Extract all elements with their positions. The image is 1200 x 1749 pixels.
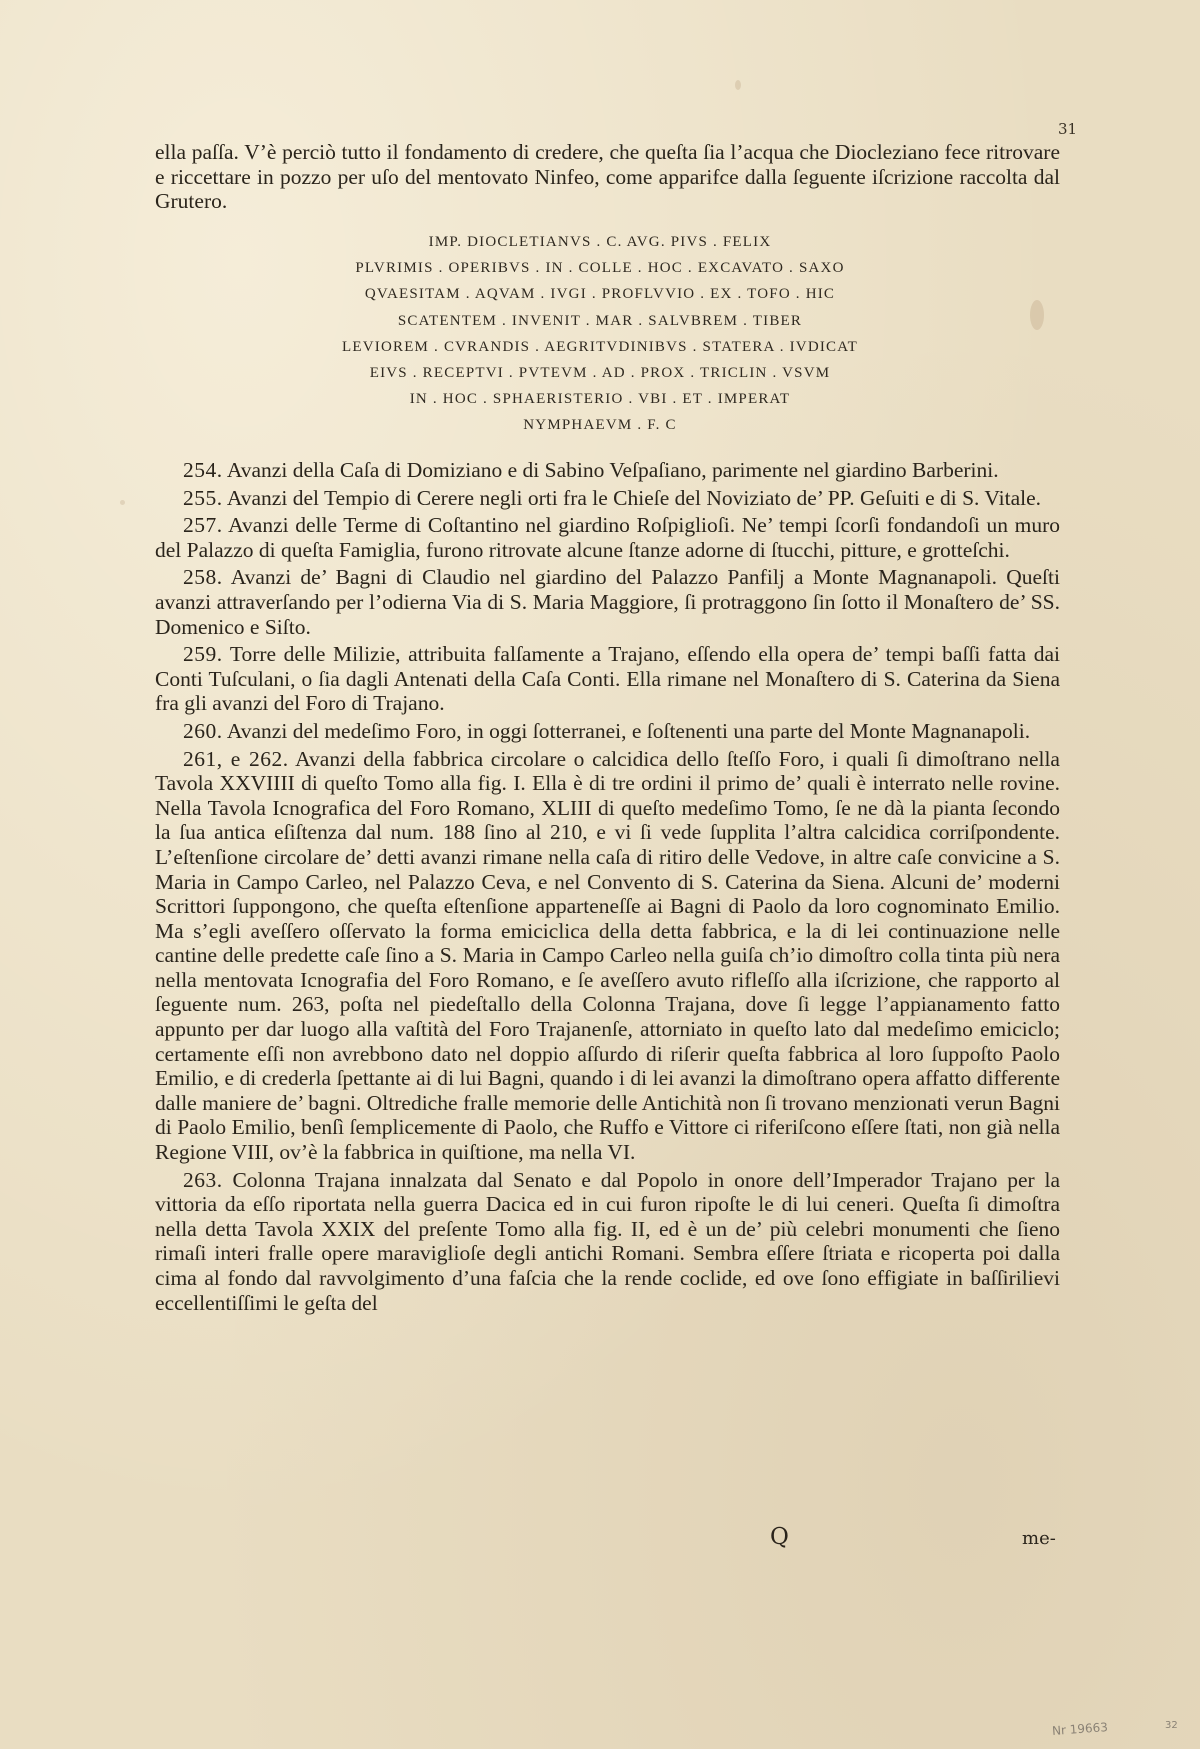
entry-254 [155, 458, 1060, 483]
entry-255 [155, 486, 1060, 511]
entry-text: Avanzi de’ Bagni di Claudio nel giardino del Palazzo Panfilj a Monte Magnanapoli. Queſti avanzi attraverſando per l’odierna Via di S. Maria Maggiore, ſi protraggono ſin ſotto il Monaſtero de’ SS. Domenico e Siſto. [155, 565, 1060, 639]
pencil-inventory-note: Nr 19663 [1051, 1720, 1109, 1738]
entry-263 [155, 1168, 1060, 1316]
entry-261-262 [155, 747, 1060, 1165]
inscription-line: IMP. DIOCLETIANVS . C. AVG. PIVS . FELIX [428, 234, 772, 250]
entry-text: Colonna Trajana innalzata dal Senato e dal Popolo in onore dell’Imperador Trajano per la vittoria da eſſo riportata nella guerra Dacica ed in cui furon ripoſte le di lui ceneri. Queſta ſi dimoſtra nella detta Tavola XXIX del preſente Tomo alla fig. II, ed è un de’ più celebri monumenti che ſieno rimaſi interi fralle opere maraviglioſe degli antichi Romani. Sembra eſſere ſtriata e ricoperta poi dalla cima al fondo dal ravvolgimento d’una faſcia che la rende coclide, ed ove ſono effigiate in baſſirilievi eccellentiſſimi le geſta del [155, 1167, 1061, 1315]
intro-text: ella paſſa. V’è perciò tutto il fondamento di credere, che queſta ſia l’acqua che Diocleziano fece ritrovare e riccettare in pozzo per uſo del mentovato Ninfeo, come apparifce dalla ſeguente iſcrizione raccolta dal Grutero. [155, 140, 1060, 214]
entry-number: 261, e 262. [183, 746, 289, 771]
catchword: me- [1022, 1528, 1056, 1549]
inscription-line: SCATENTEM . INVENIT . MAR . SALVBREM . TIBER [397, 312, 803, 329]
inscription-line: QVAESITAM . AQVAM . IVGI . PROFLVVIO . EX . TOFO . HIC [364, 286, 836, 303]
inscription-line: NYMPHAEVM . F. C [523, 417, 677, 434]
entry-number: 263. [183, 1167, 223, 1192]
entry-number: 259. [183, 642, 223, 667]
entry-number: 260. [183, 718, 223, 743]
inscription-line: EIVS . RECEPTVI . PVTEVM . AD . PROX . TRICLIN . VSVM [369, 365, 831, 382]
paper-stain [1030, 300, 1044, 330]
paper-stain [120, 500, 125, 505]
intro-paragraph [155, 140, 1060, 214]
entry-text: Avanzi del Tempio di Cerere negli orti fra le Chieſe del Noviziato de’ PP. Geſuiti e di S. Vitale. [226, 485, 1042, 510]
entry-257 [155, 513, 1060, 562]
entry-number: 258. [183, 565, 223, 590]
entry-number: 255. [183, 485, 223, 510]
entry-text: Avanzi del medeſimo Foro, in oggi ſotterranei, e ſoſtenenti una parte del Monte Magnanapoli. [226, 718, 1031, 743]
entry-text: Avanzi della fabbrica circolare o calcidica dello ſteſſo Foro, i quali ſi dimoſtrano nella Tavola XXVIIII di queſto Tomo alla fig. I. Ella è di tre ordini il primo de’ quali è interrato nelle rovine. Nella Tavola Icnografica del Foro Romano, XLIII di queſto medeſimo Tomo, ſe ne dà la pianta ſecondo la ſua antica eſiſtenza dal num. 188 ſino al 210, e vi ſi vede ſupplita l’altra calcidica corriſpondente. L’eſtenſione circolare de’ detti avanzi rimane nella caſa di ritiro delle Vedove, in altre caſe convicine a S. Maria in Campo Carleo, nel Palazzo Ceva, e nel Convento di S. Caterina da Siena. Alcuni de’ moderni Scrittori ſuppongono, che queſta eſtenſione apparteneſſe ai Bagni di Paolo da loro cognominato Emilio. Ma s’egli aveſſero oſſervato la forma emiciclica della detta fabbrica, e la di lei continuazione nelle cantine delle predette caſe ſino a S. Maria in Campo Carleo nella guiſa ch’io dimoſtro colla tinta più nera nella mentovata Icnografia del Foro Romano, e ſe aveſſero avuto rifleſſo alla iſcrizione, che rapporto al ſeguente num. 263, poſta nel piedeſtallo della Colonna Trajana, dove ſi legge l’appianamento fatto appunto per dar luogo alla vaſtità del Foro Trajanenſe, attorniato in queſto lato dal medeſimo emiciclo; certamente eſſi non avrebbono dato nel doppio aſſurdo di riſerir queſta fabbrica al loro ſuppoſto Paolo Emilio, e di crederla ſpettante ai di lui Bagni, quando i di lei avanzi la dimoſtrano opera affatto differente dalle maniere de’ bagni. Oltrediche fralle memorie delle Antichità non ſi trovano menzionati verun Bagni di Paolo Emilio, benſì ſemplicemente di Paolo, che Ruffo e Vittore ci riferiſcono eſſere ſtati, non già nella Regione VIII, ov’è la fabbrica in quiſtione, ma nella VI. [155, 746, 1060, 1165]
entry-number: 257. [183, 513, 223, 538]
entry-number: 254. [183, 458, 223, 482]
page-number: 31 [1058, 120, 1078, 138]
inscription-line: PLVRIMIS . OPERIBVS . IN . COLLE . HOC . EXCAVATO . SAXO [355, 260, 845, 277]
entry-258 [155, 565, 1060, 639]
numbered-entries [155, 458, 1060, 1318]
entry-260 [155, 719, 1060, 744]
inscription-line: IN . HOC . SPHAERISTERIO . VBI . ET . IMPERAT [409, 391, 791, 408]
latin-inscription [200, 229, 1000, 439]
signature-mark: Q [770, 1524, 789, 1550]
paper-stain [735, 80, 741, 90]
entry-text: Avanzi della Caſa di Domiziano e di Sabino Veſpaſiano, parimente nel giardino Barberini. [226, 458, 999, 482]
pencil-page-mark: 32 [1165, 1720, 1178, 1731]
entry-text: Torre delle Milizie, attribuita falſamente a Trajano, eſſendo ella opera de’ tempi baſſi fatta dai Conti Tuſculani, o ſia dagli Antenati della Caſa Conti. Ella rimane nel Monaſtero di S. Caterina da Siena fra gli avanzi del Foro di Trajano. [155, 642, 1060, 716]
entry-259 [155, 642, 1060, 716]
entry-text: Avanzi delle Terme di Coſtantino nel giardino Roſpiglioſi. Ne’ tempi ſcorſi fondandoſi un muro del Palazzo di queſta Famiglia, furono ritrovate alcune ſtanze adorne di ſtucchi, pitture, e grotteſchi. [155, 513, 1060, 562]
inscription-line: LEVIOREM . CVRANDIS . AEGRITVDINIBVS . STATERA . IVDICAT [342, 338, 858, 355]
